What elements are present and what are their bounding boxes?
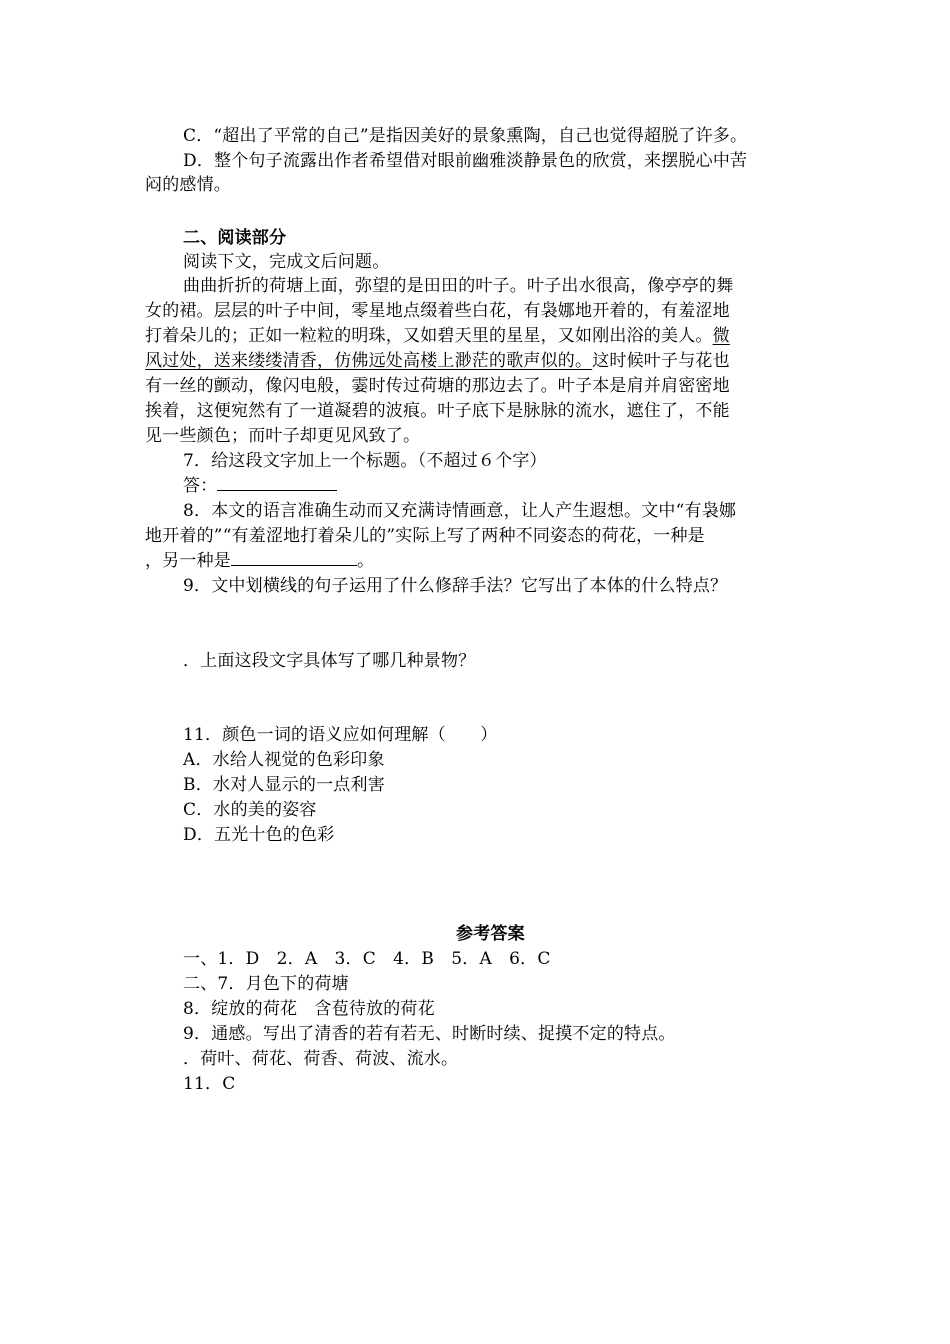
answers-heading: 参考答案 — [456, 924, 525, 944]
question-11: 11．颜色一词的语义应如何理解（ ） — [183, 725, 498, 745]
answer-blank[interactable] — [217, 476, 337, 491]
underlined-sentence: 风过处，送来缕缕清香，仿佛远处高楼上渺茫的歌声似的。 — [145, 351, 593, 371]
reading-intro: 阅读下文，完成文后问题。 — [183, 252, 390, 272]
question-11-option-c: C．水的美的姿容 — [183, 800, 317, 820]
question-10: ．上面这段文字具体写了哪几种景物？ — [183, 651, 476, 671]
question-text: ，另一种是 — [145, 551, 231, 571]
reading-heading: 二、阅读部分 — [183, 228, 287, 248]
answer-line: 8．绽放的荷花 含苞待放的荷花 — [183, 999, 435, 1019]
question-8-line1: 8．本文的语言准确生动而又充满诗情画意，让人产生遐想。文中“有袅娜 — [183, 501, 737, 521]
question-7: 7．给这段文字加上一个标题。（不超过６个字） — [183, 451, 547, 471]
question-8-line3 — [145, 550, 374, 572]
question-9: 9．文中划横线的句子运用了什么修辞手法？它写出了本体的什么特点？ — [183, 576, 728, 596]
passage-line: 曲曲折折的荷塘上面，弥望的是田田的叶子。叶子出水很高，像亭亭的舞 — [183, 276, 734, 296]
answer-line: 一、1．D 2．A 3．C 4．B 5．A 6．C — [183, 949, 551, 969]
answer-line: 11．C — [183, 1074, 236, 1094]
underlined-sentence-start: 微 — [712, 326, 730, 346]
answer-line: ．荷叶、荷花、荷香、荷波、流水。 — [183, 1049, 459, 1069]
option-c: C．“超出了平常的自己”是指因美好的景象熏陶，自己也觉得超脱了许多。 — [183, 126, 748, 146]
passage-line: 挨着，这便宛然有了一道凝碧的波痕。叶子底下是脉脉的流水，遮住了，不能 — [145, 401, 730, 421]
passage-text: 这时候叶子与花也 — [592, 351, 730, 371]
passage-line: 女的裙。层层的叶子中间，零星地点缀着些白花，有袅娜地开着的，有羞涩地 — [145, 301, 730, 321]
passage-line: 有一丝的颤动，像闪电般，霎时传过荷塘的那边去了。叶子本是肩并肩密密地 — [145, 376, 730, 396]
question-11-option-a: A．水给人视觉的色彩印象 — [183, 750, 385, 770]
answer-label: 答： — [183, 476, 218, 496]
option-d-line2: 闷的感情。 — [145, 175, 231, 195]
passage-line: 见一些颜色；而叶子却更见风致了。 — [145, 426, 421, 446]
passage-line — [145, 325, 730, 347]
question-7-answer — [183, 475, 337, 497]
question-text: 。 — [357, 551, 375, 571]
question-11-option-b: B．水对人显示的一点利害 — [183, 775, 385, 795]
question-8-line2: 地开着的”“有羞涩地打着朵儿的”实际上写了两种不同姿态的荷花，一种是 — [145, 526, 705, 546]
answer-blank[interactable] — [231, 551, 357, 566]
question-11-option-d: D．五光十色的色彩 — [183, 825, 335, 845]
answer-line: 二、7．月色下的荷塘 — [183, 974, 349, 994]
passage-line — [145, 350, 730, 372]
option-d-line1: D．整个句子流露出作者希望借对眼前幽雅淡静景色的欣赏，来摆脱心中苦 — [183, 151, 748, 171]
passage-text: 打着朵儿的；正如一粒粒的明珠，又如碧天里的星星，又如刚出浴的美人。 — [145, 326, 713, 346]
answer-line: 9．通感。写出了清香的若有若无、时断时续、捉摸不定的特点。 — [183, 1024, 676, 1044]
